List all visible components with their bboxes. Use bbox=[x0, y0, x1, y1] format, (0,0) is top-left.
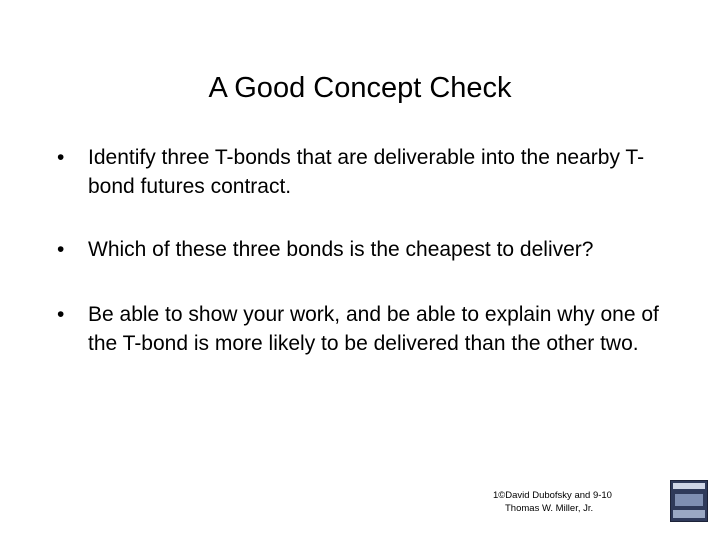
bullet-icon: • bbox=[57, 303, 65, 326]
bullet-list bbox=[55, 143, 675, 392]
bullet-text: Be able to show your work, and be able to explain why one of the T-bond is more likely to be delivered than the other two. bbox=[88, 303, 659, 355]
bullet-icon: • bbox=[57, 238, 65, 261]
book-cover-icon bbox=[670, 480, 708, 522]
bullet-item bbox=[55, 300, 675, 358]
slide-title: A Good Concept Check bbox=[208, 72, 512, 104]
bullet-text: Identify three T-bonds that are deliverable into the nearby T-bond futures contract. bbox=[88, 146, 645, 198]
book-cover-title-band bbox=[673, 483, 705, 489]
footer-credit bbox=[493, 489, 653, 515]
footer-line-1: 1©David Dubofsky and 9-10 bbox=[493, 490, 612, 501]
book-cover-base bbox=[673, 510, 705, 518]
bullet-item bbox=[55, 143, 675, 201]
book-cover-art bbox=[675, 494, 703, 506]
footer-line-2: Thomas W. Miller, Jr. bbox=[505, 503, 594, 514]
bullet-icon: • bbox=[57, 146, 65, 169]
bullet-item bbox=[55, 235, 675, 264]
bullet-text: Which of these three bonds is the cheapest to deliver? bbox=[88, 238, 594, 261]
